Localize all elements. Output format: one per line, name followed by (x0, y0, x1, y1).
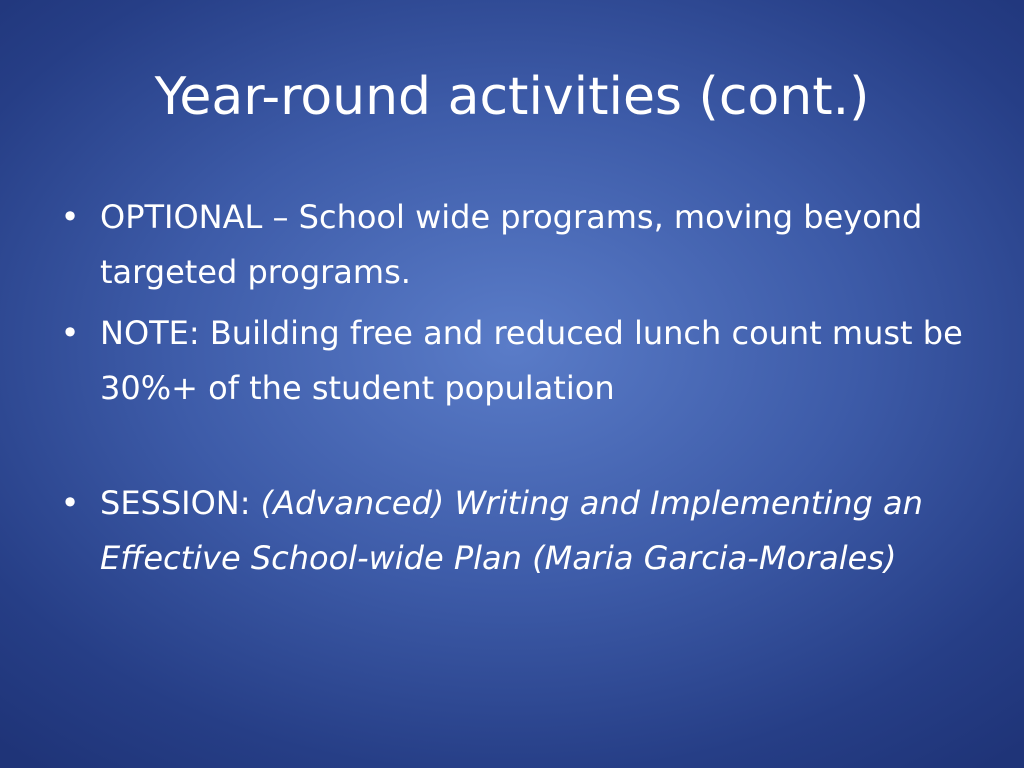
bullet-text (100, 476, 978, 586)
slide-title: Year-round activities (cont.) (154, 67, 870, 127)
bullet-marker: • (60, 314, 80, 352)
bullet-item-optional (58, 190, 978, 300)
bullet-item-session (58, 476, 978, 586)
bullet-list (58, 190, 978, 592)
bullet-marker: • (60, 484, 80, 522)
bullet-item-note (58, 306, 978, 416)
session-title: (Advanced) Writing and Implementing an Effective School-wide Plan (Maria Garcia-Morales) (100, 484, 923, 577)
bullet-text: OPTIONAL – School wide programs, moving beyond targeted programs. (100, 198, 923, 291)
bullet-marker: • (60, 198, 80, 236)
session-label: SESSION: (100, 484, 261, 522)
bullet-text: NOTE: Building free and reduced lunch count must be 30%+ of the student population (100, 314, 963, 407)
